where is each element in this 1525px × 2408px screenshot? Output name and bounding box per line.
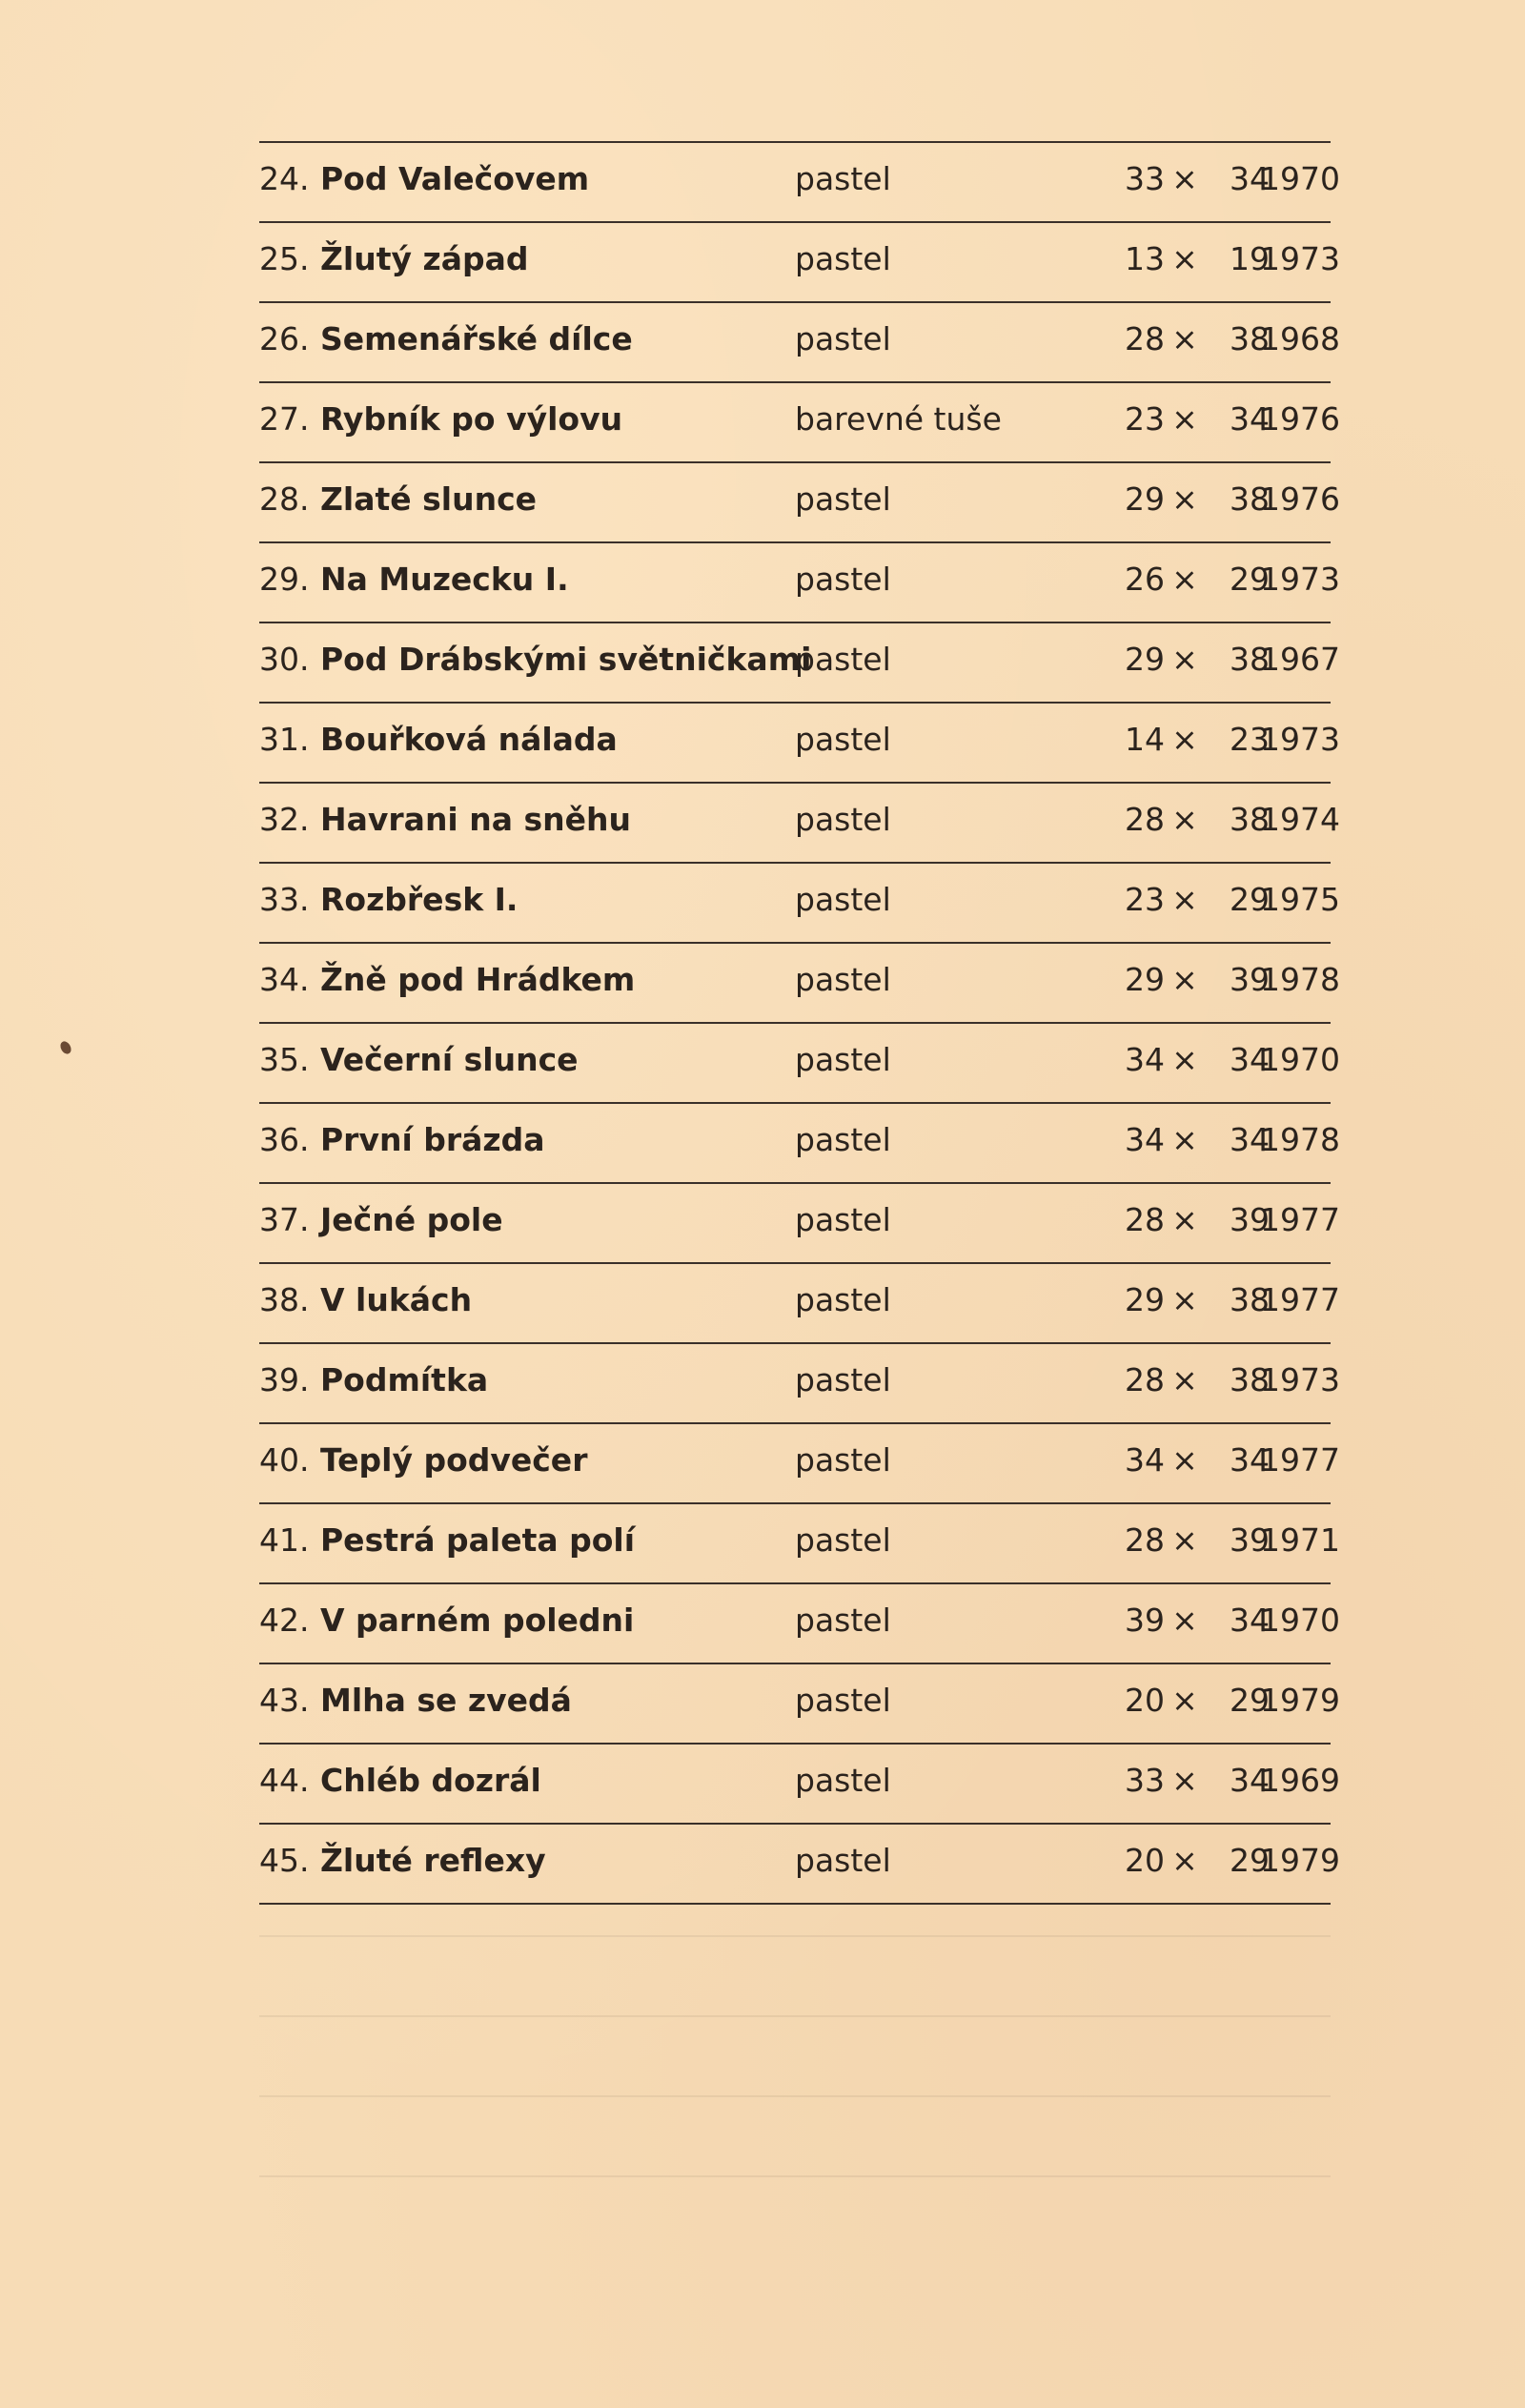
dimension-height: 34 (1230, 400, 1270, 438)
work-year: 1967 (1260, 641, 1340, 678)
work-year: 1977 (1260, 1201, 1340, 1238)
work-year: 1973 (1260, 240, 1340, 277)
table-row (259, 1102, 1340, 1184)
row-number: 26. (259, 320, 310, 357)
work-technique: pastel (795, 1842, 891, 1879)
dimension-width: 28 (1125, 320, 1165, 357)
dimension-width: 29 (1125, 641, 1165, 678)
work-year: 1974 (1260, 801, 1340, 838)
work-technique: pastel (795, 1682, 891, 1719)
work-title: Rybník po výlovu (320, 400, 623, 438)
work-title: Chléb dozrál (320, 1762, 541, 1799)
work-title: Bouřková nálada (320, 721, 618, 758)
dimension-width: 33 (1125, 160, 1165, 197)
table-row (259, 541, 1340, 623)
dimension-separator: × (1171, 320, 1198, 357)
work-title: Rozbřesk I. (320, 881, 518, 918)
table-row (259, 942, 1340, 1024)
row-number: 39. (259, 1361, 310, 1398)
dimension-separator: × (1171, 480, 1198, 518)
row-number: 24. (259, 160, 310, 197)
table-row (259, 1502, 1340, 1584)
row-number: 43. (259, 1682, 310, 1719)
row-number: 44. (259, 1762, 310, 1799)
work-technique: pastel (795, 1521, 891, 1559)
table-row (259, 1422, 1340, 1504)
dimension-height: 39 (1230, 1201, 1270, 1238)
dimension-width: 39 (1125, 1602, 1165, 1639)
work-title: Večerní slunce (320, 1041, 579, 1078)
dimension-width: 34 (1125, 1041, 1165, 1078)
dimension-height: 39 (1230, 1521, 1270, 1559)
work-technique: pastel (795, 1602, 891, 1639)
work-year: 1975 (1260, 881, 1340, 918)
work-technique: pastel (795, 1121, 891, 1158)
bleed-through-lines (259, 1935, 1331, 2316)
bleed-through-line (259, 1935, 1331, 1937)
work-title: V lukách (320, 1281, 473, 1318)
work-technique: pastel (795, 1201, 891, 1238)
work-year: 1971 (1260, 1521, 1340, 1559)
dimension-width: 28 (1125, 1201, 1165, 1238)
work-year: 1976 (1260, 480, 1340, 518)
work-year: 1976 (1260, 400, 1340, 438)
dimension-width: 28 (1125, 1361, 1165, 1398)
dimension-separator: × (1171, 1521, 1198, 1559)
row-number: 42. (259, 1602, 310, 1639)
work-title: Podmítka (320, 1361, 489, 1398)
bleed-through-line (259, 2175, 1331, 2177)
work-technique: pastel (795, 1361, 891, 1398)
work-technique: pastel (795, 240, 891, 277)
work-title: Žně pod Hrádkem (320, 961, 636, 998)
work-year: 1977 (1260, 1441, 1340, 1479)
dimension-separator: × (1171, 1602, 1198, 1639)
dimension-height: 38 (1230, 320, 1270, 357)
work-year: 1970 (1260, 1041, 1340, 1078)
row-number: 41. (259, 1521, 310, 1559)
dimension-separator: × (1171, 1361, 1198, 1398)
dimension-height: 34 (1230, 1441, 1270, 1479)
dimension-separator: × (1171, 1121, 1198, 1158)
work-year: 1970 (1260, 1602, 1340, 1639)
dimension-width: 23 (1125, 881, 1165, 918)
dimension-separator: × (1171, 1201, 1198, 1238)
dimension-separator: × (1171, 641, 1198, 678)
dimension-separator: × (1171, 721, 1198, 758)
work-technique: barevné tuše (795, 400, 1002, 438)
work-title: Na Muzecku I. (320, 561, 569, 598)
row-number: 35. (259, 1041, 310, 1078)
table-row (259, 221, 1340, 303)
work-title: Žluté reflexy (320, 1842, 546, 1879)
work-year: 1969 (1260, 1762, 1340, 1799)
work-year: 1973 (1260, 561, 1340, 598)
work-title: Ječné pole (320, 1201, 503, 1238)
work-technique: pastel (795, 1041, 891, 1078)
dimension-width: 20 (1125, 1842, 1165, 1879)
table-row (259, 1342, 1340, 1424)
work-technique: pastel (795, 881, 891, 918)
table-row (259, 301, 1340, 383)
work-technique: pastel (795, 561, 891, 598)
dimension-height: 29 (1230, 1682, 1270, 1719)
row-number: 32. (259, 801, 310, 838)
row-number: 34. (259, 961, 310, 998)
work-technique: pastel (795, 1281, 891, 1318)
table-row (259, 862, 1340, 944)
row-number: 31. (259, 721, 310, 758)
work-year: 1978 (1260, 1121, 1340, 1158)
dimension-height: 29 (1230, 561, 1270, 598)
row-number: 30. (259, 641, 310, 678)
table-row (259, 381, 1340, 463)
work-technique: pastel (795, 480, 891, 518)
dimension-height: 38 (1230, 1281, 1270, 1318)
dimension-separator: × (1171, 561, 1198, 598)
work-technique: pastel (795, 1762, 891, 1799)
work-title: Pod Drábskými světničkami (320, 641, 812, 678)
table-row (259, 461, 1340, 543)
dimension-height: 29 (1230, 881, 1270, 918)
dimension-separator: × (1171, 961, 1198, 998)
table-row (259, 1823, 1340, 1905)
dimension-width: 13 (1125, 240, 1165, 277)
row-number: 29. (259, 561, 310, 598)
dimension-separator: × (1171, 240, 1198, 277)
table-row (259, 1743, 1340, 1825)
dimension-height: 19 (1230, 240, 1270, 277)
work-title: V parném poledni (320, 1602, 635, 1639)
work-technique: pastel (795, 641, 891, 678)
work-title: Havrani na sněhu (320, 801, 631, 838)
table-row (259, 782, 1340, 864)
work-technique: pastel (795, 721, 891, 758)
work-title: Semenářské dílce (320, 320, 633, 357)
dimension-width: 29 (1125, 480, 1165, 518)
dimension-width: 28 (1125, 801, 1165, 838)
dimension-height: 34 (1230, 160, 1270, 197)
dimension-height: 39 (1230, 961, 1270, 998)
table-row (259, 1182, 1340, 1264)
dimension-separator: × (1171, 160, 1198, 197)
work-year: 1973 (1260, 721, 1340, 758)
table-row (259, 1663, 1340, 1745)
row-number: 27. (259, 400, 310, 438)
dimension-separator: × (1171, 1682, 1198, 1719)
dimension-separator: × (1171, 881, 1198, 918)
work-title: Zlaté slunce (320, 480, 538, 518)
row-number: 28. (259, 480, 310, 518)
work-year: 1979 (1260, 1682, 1340, 1719)
dimension-width: 34 (1125, 1121, 1165, 1158)
dimension-separator: × (1171, 1441, 1198, 1479)
dimension-height: 29 (1230, 1842, 1270, 1879)
work-technique: pastel (795, 320, 891, 357)
row-number: 36. (259, 1121, 310, 1158)
table-row (259, 702, 1340, 784)
work-year: 1970 (1260, 160, 1340, 197)
dimension-height: 23 (1230, 721, 1270, 758)
dimension-width: 33 (1125, 1762, 1165, 1799)
table-row (259, 1582, 1340, 1664)
dimension-height: 38 (1230, 801, 1270, 838)
row-number: 25. (259, 240, 310, 277)
row-number: 37. (259, 1201, 310, 1238)
dimension-width: 20 (1125, 1682, 1165, 1719)
dimension-height: 34 (1230, 1121, 1270, 1158)
dimension-width: 34 (1125, 1441, 1165, 1479)
dimension-height: 34 (1230, 1602, 1270, 1639)
dimension-separator: × (1171, 400, 1198, 438)
work-title: Mlha se zvedá (320, 1682, 572, 1719)
work-year: 1973 (1260, 1361, 1340, 1398)
dimension-width: 26 (1125, 561, 1165, 598)
dimension-height: 38 (1230, 480, 1270, 518)
dimension-width: 28 (1125, 1521, 1165, 1559)
table-row (259, 1262, 1340, 1344)
work-technique: pastel (795, 160, 891, 197)
dimension-width: 14 (1125, 721, 1165, 758)
dimension-separator: × (1171, 1842, 1198, 1879)
work-technique: pastel (795, 1441, 891, 1479)
dimension-width: 29 (1125, 961, 1165, 998)
dimension-height: 38 (1230, 1361, 1270, 1398)
dimension-height: 34 (1230, 1762, 1270, 1799)
work-title: Teplý podvečer (320, 1441, 588, 1479)
paper-speck (58, 1039, 73, 1055)
row-number: 40. (259, 1441, 310, 1479)
dimension-separator: × (1171, 1281, 1198, 1318)
work-year: 1968 (1260, 320, 1340, 357)
row-number: 45. (259, 1842, 310, 1879)
work-technique: pastel (795, 801, 891, 838)
work-year: 1978 (1260, 961, 1340, 998)
work-year: 1979 (1260, 1842, 1340, 1879)
work-technique: pastel (795, 961, 891, 998)
work-year: 1977 (1260, 1281, 1340, 1318)
table-row (259, 1022, 1340, 1104)
dimension-separator: × (1171, 801, 1198, 838)
table-row (259, 141, 1340, 223)
dimension-height: 34 (1230, 1041, 1270, 1078)
row-number: 38. (259, 1281, 310, 1318)
dimension-separator: × (1171, 1041, 1198, 1078)
bleed-through-line (259, 2095, 1331, 2097)
dimension-width: 23 (1125, 400, 1165, 438)
work-title: Pod Valečovem (320, 160, 590, 197)
dimension-width: 29 (1125, 1281, 1165, 1318)
dimension-height: 38 (1230, 641, 1270, 678)
row-number: 33. (259, 881, 310, 918)
work-title: První brázda (320, 1121, 545, 1158)
table-row (259, 622, 1340, 704)
work-title: Žlutý západ (320, 240, 529, 277)
bleed-through-line (259, 2015, 1331, 2017)
work-title: Pestrá paleta polí (320, 1521, 636, 1559)
dimension-separator: × (1171, 1762, 1198, 1799)
